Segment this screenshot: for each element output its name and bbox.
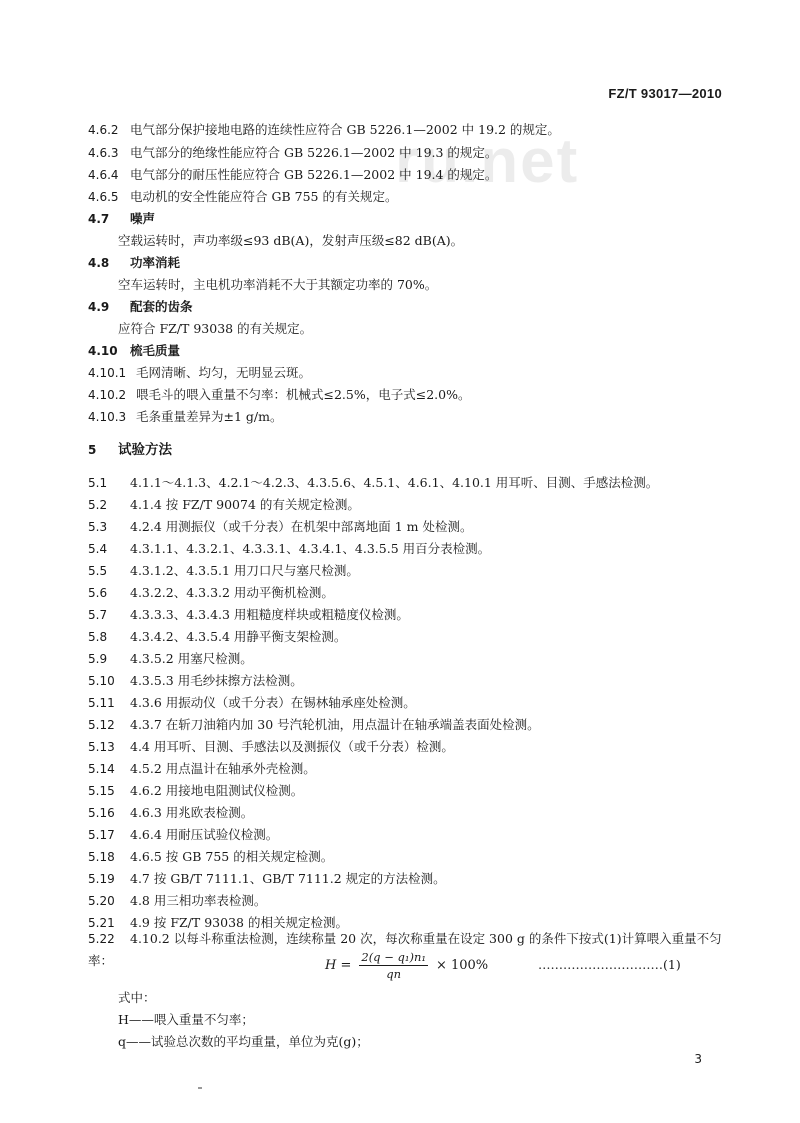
formula-fraction	[359, 950, 428, 981]
clause-5-17: 5.17 4.6.4 用耐压试验仪检测。	[88, 827, 279, 842]
formula-denominator: qn	[386, 967, 402, 981]
page-number: 3	[694, 1052, 702, 1066]
clause-5-15: 5.15 4.6.2 用接地电阻测试仪检测。	[88, 783, 304, 798]
clause-4-6-2: 4.6.2 电气部分保护接地电路的连续性应符合 GB 5226.1—2002 中 19.2 的规定。	[88, 122, 560, 137]
clause-4-10-3: 4.10.3 毛条重量差异为±1 g/m。	[88, 409, 283, 424]
clause-4-10-1: 4.10.1 毛网清晰、均匀，无明显云斑。	[88, 365, 312, 380]
text-4-9: 应符合 FZ/T 93038 的有关规定。	[118, 321, 313, 336]
heading-5: 5 试验方法	[88, 442, 172, 458]
clause-5-19: 5.19 4.7 按 GB/T 7111.1、GB/T 7111.2 规定的方法检测。	[88, 871, 446, 886]
clause-5-12: 5.12 4.3.7 在斩刀油箱内加 30 号汽轮机油，用点温计在轴承端盖表面处检测。	[88, 717, 540, 732]
formula-1	[325, 950, 488, 981]
clause-5-18: 5.18 4.6.5 按 GB 755 的相关规定检测。	[88, 849, 334, 864]
clause-4-10-2: 4.10.2 喂毛斗的喂入重量不匀率：机械式≤2.5%，电子式≤2.0%。	[88, 387, 471, 402]
clause-5-9: 5.9 4.3.5.2 用塞尺检测。	[88, 651, 253, 666]
clause-4-6-5: 4.6.5 电动机的安全性能应符合 GB 755 的有关规定。	[88, 189, 398, 204]
text-4-7: 空载运转时，声功率级≤93 dB(A)，发射声压级≤82 dB(A)。	[118, 233, 464, 248]
heading-4-9: 4.9 配套的齿条	[88, 299, 193, 314]
clause-4-6-3: 4.6.3 电气部分的绝缘性能应符合 GB 5226.1—2002 中 19.3 的规定。	[88, 145, 498, 160]
equation-number: …………………………(1)	[538, 957, 681, 972]
heading-4-8: 4.8 功率消耗	[88, 255, 181, 270]
where-item-h: H——喂入重量不匀率；	[118, 1012, 254, 1027]
heading-4-7: 4.7 噪声	[88, 211, 156, 226]
formula-numerator: 2(q − q₁)n₁	[361, 950, 426, 964]
watermark: ru.net	[395, 127, 580, 196]
clause-5-10: 5.10 4.3.5.3 用毛纱抹擦方法检测。	[88, 673, 303, 688]
clause-5-4: 5.4 4.3.1.1、4.3.2.1、4.3.3.1、4.3.4.1、4.3.5.5 用百分表检测。	[88, 541, 491, 556]
heading-4-10: 4.10 梳毛质量	[88, 343, 181, 358]
clause-5-6: 5.6 4.3.2.2、4.3.3.2 用动平衡机检测。	[88, 585, 334, 600]
formula-rhs: × 100%	[435, 958, 489, 973]
clause-5-20: 5.20 4.8 用三相功率表检测。	[88, 893, 267, 908]
clause-5-3: 5.3 4.2.4 用测振仪（或千分表）在机架中部离地面 1 m 处检测。	[88, 519, 473, 534]
text-4-8: 空车运转时，主电机功率消耗不大于其额定功率的 70%。	[118, 277, 438, 292]
clause-5-21: 5.21 4.9 按 FZ/T 93038 的相关规定检测。	[88, 915, 348, 930]
clause-5-7: 5.7 4.3.3.3、4.3.4.3 用粗糙度样块或粗糙度仪检测。	[88, 607, 409, 622]
clause-5-14: 5.14 4.5.2 用点温计在轴承外壳检测。	[88, 761, 316, 776]
clause-5-1: 5.1 4.1.1～4.1.3、4.2.1～4.2.3、4.3.5.6、4.5.1、4.6.1、4.10.1 用耳听、目测、手感法检测。	[88, 475, 659, 490]
clause-5-11: 5.11 4.3.6 用振动仪（或千分表）在锡林轴承座处检测。	[88, 695, 416, 710]
where-label: 式中：	[118, 990, 156, 1005]
formula-lhs: H =	[325, 958, 352, 973]
clause-5-2: 5.2 4.1.4 按 FZ/T 90074 的有关规定检测。	[88, 497, 360, 512]
clause-5-13: 5.13 4.4 用耳听、目测、手感法以及测振仪（或千分表）检测。	[88, 739, 454, 754]
clause-4-6-4: 4.6.4 电气部分的耐压性能应符合 GB 5226.1—2002 中 19.4 的规定。	[88, 167, 498, 182]
clause-5-8: 5.8 4.3.4.2、4.3.5.4 用静平衡支架检测。	[88, 629, 347, 644]
clause-5-5: 5.5 4.3.1.2、4.3.5.1 用刀口尺与塞尺检测。	[88, 563, 359, 578]
standard-code: FZ/T 93017—2010	[608, 86, 722, 101]
where-item-q: q——试验总次数的平均重量，单位为克(g)；	[118, 1034, 369, 1049]
scan-speck	[198, 1087, 202, 1089]
clause-5-22: 5.22 4.10.2 以每斗称重法检测，连续称量 20 次，每次称重量在设定 300 g 的条件下按式(1)计算喂入重量不匀率：	[88, 931, 722, 968]
clause-5-16: 5.16 4.6.3 用兆欧表检测。	[88, 805, 254, 820]
